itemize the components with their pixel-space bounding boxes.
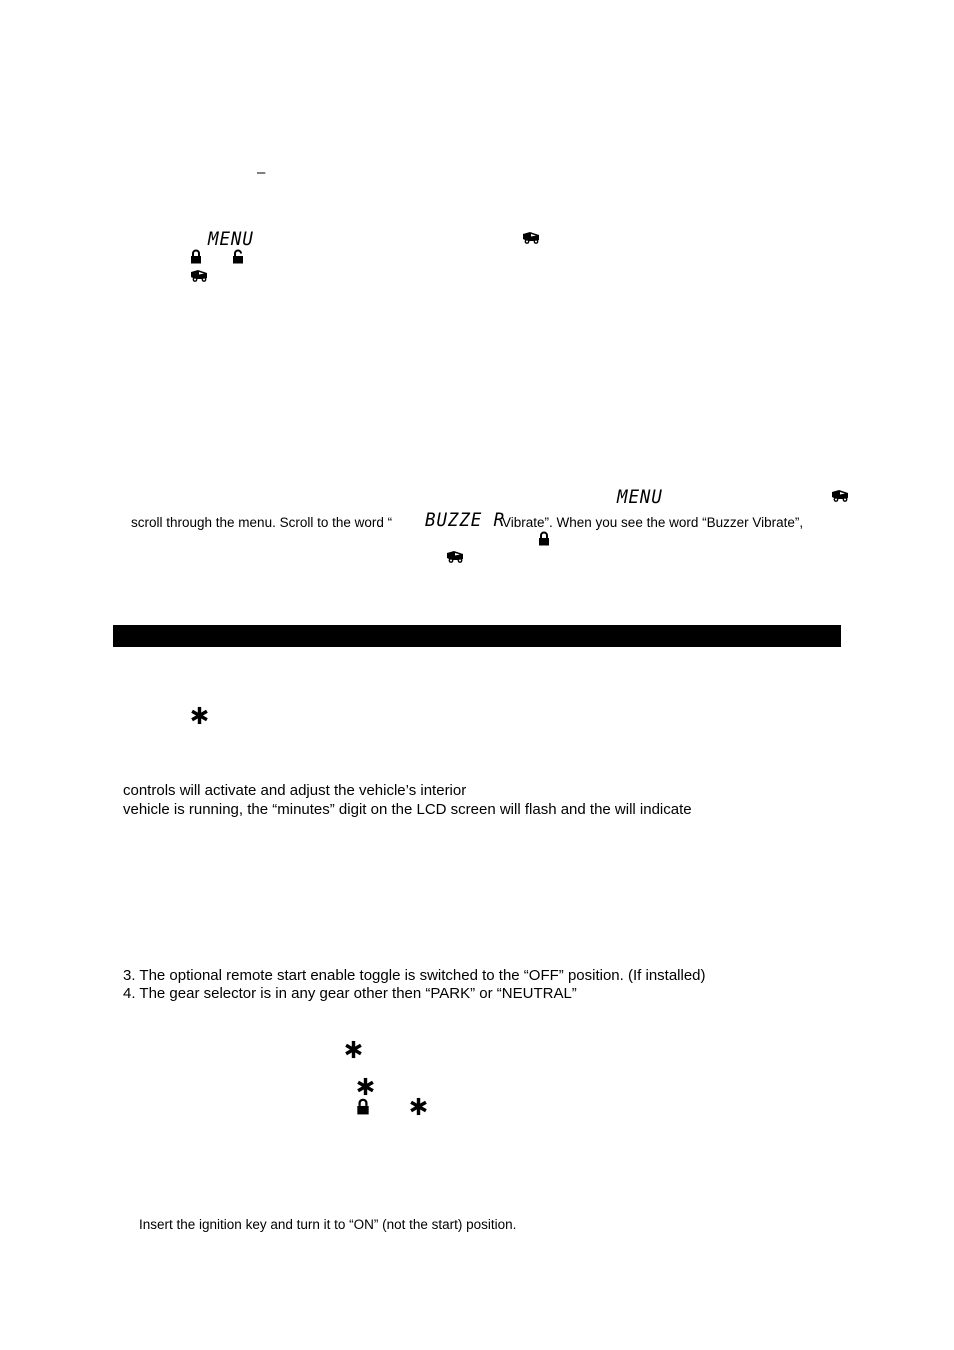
lock-icon xyxy=(190,249,202,264)
lock-icon xyxy=(538,531,550,546)
scroll-text-end: Vibrate”. When you see the word “Buzzer Vibrate”, xyxy=(502,515,804,530)
asterisk-icon xyxy=(356,1077,375,1096)
controls-text: controls will activate and adjust the vehicle’s interior xyxy=(123,782,467,799)
unlock-icon xyxy=(232,249,245,264)
asterisk-icon xyxy=(190,706,209,725)
asterisk-icon xyxy=(344,1040,363,1059)
asterisk-icon xyxy=(409,1097,428,1116)
car-icon xyxy=(446,550,464,564)
car-icon xyxy=(190,269,208,283)
dash-mark: – xyxy=(257,164,266,181)
ignition-text: Insert the ignition key and turn it to “ON” (not the start) position. xyxy=(139,1217,517,1232)
section-header-bar xyxy=(113,625,841,647)
car-icon xyxy=(831,489,849,503)
car-icon xyxy=(522,231,540,245)
buzzer-lcd-text: BUZZE R xyxy=(425,509,506,531)
scroll-text-start: scroll through the menu. Scroll to the word “ xyxy=(131,515,393,530)
list-item-4: 4. The gear selector is in any gear other then “PARK” or “NEUTRAL” xyxy=(123,985,577,1002)
menu-lcd-text: MENU xyxy=(208,228,254,250)
lock-icon xyxy=(356,1098,370,1115)
menu-lcd-text: MENU xyxy=(617,486,663,508)
list-item-3: 3. The optional remote start enable toggle is switched to the “OFF” position. (If installed) xyxy=(123,967,706,984)
running-text: vehicle is running, the “minutes” digit on the LCD screen will flash and the will indicate xyxy=(123,801,692,818)
